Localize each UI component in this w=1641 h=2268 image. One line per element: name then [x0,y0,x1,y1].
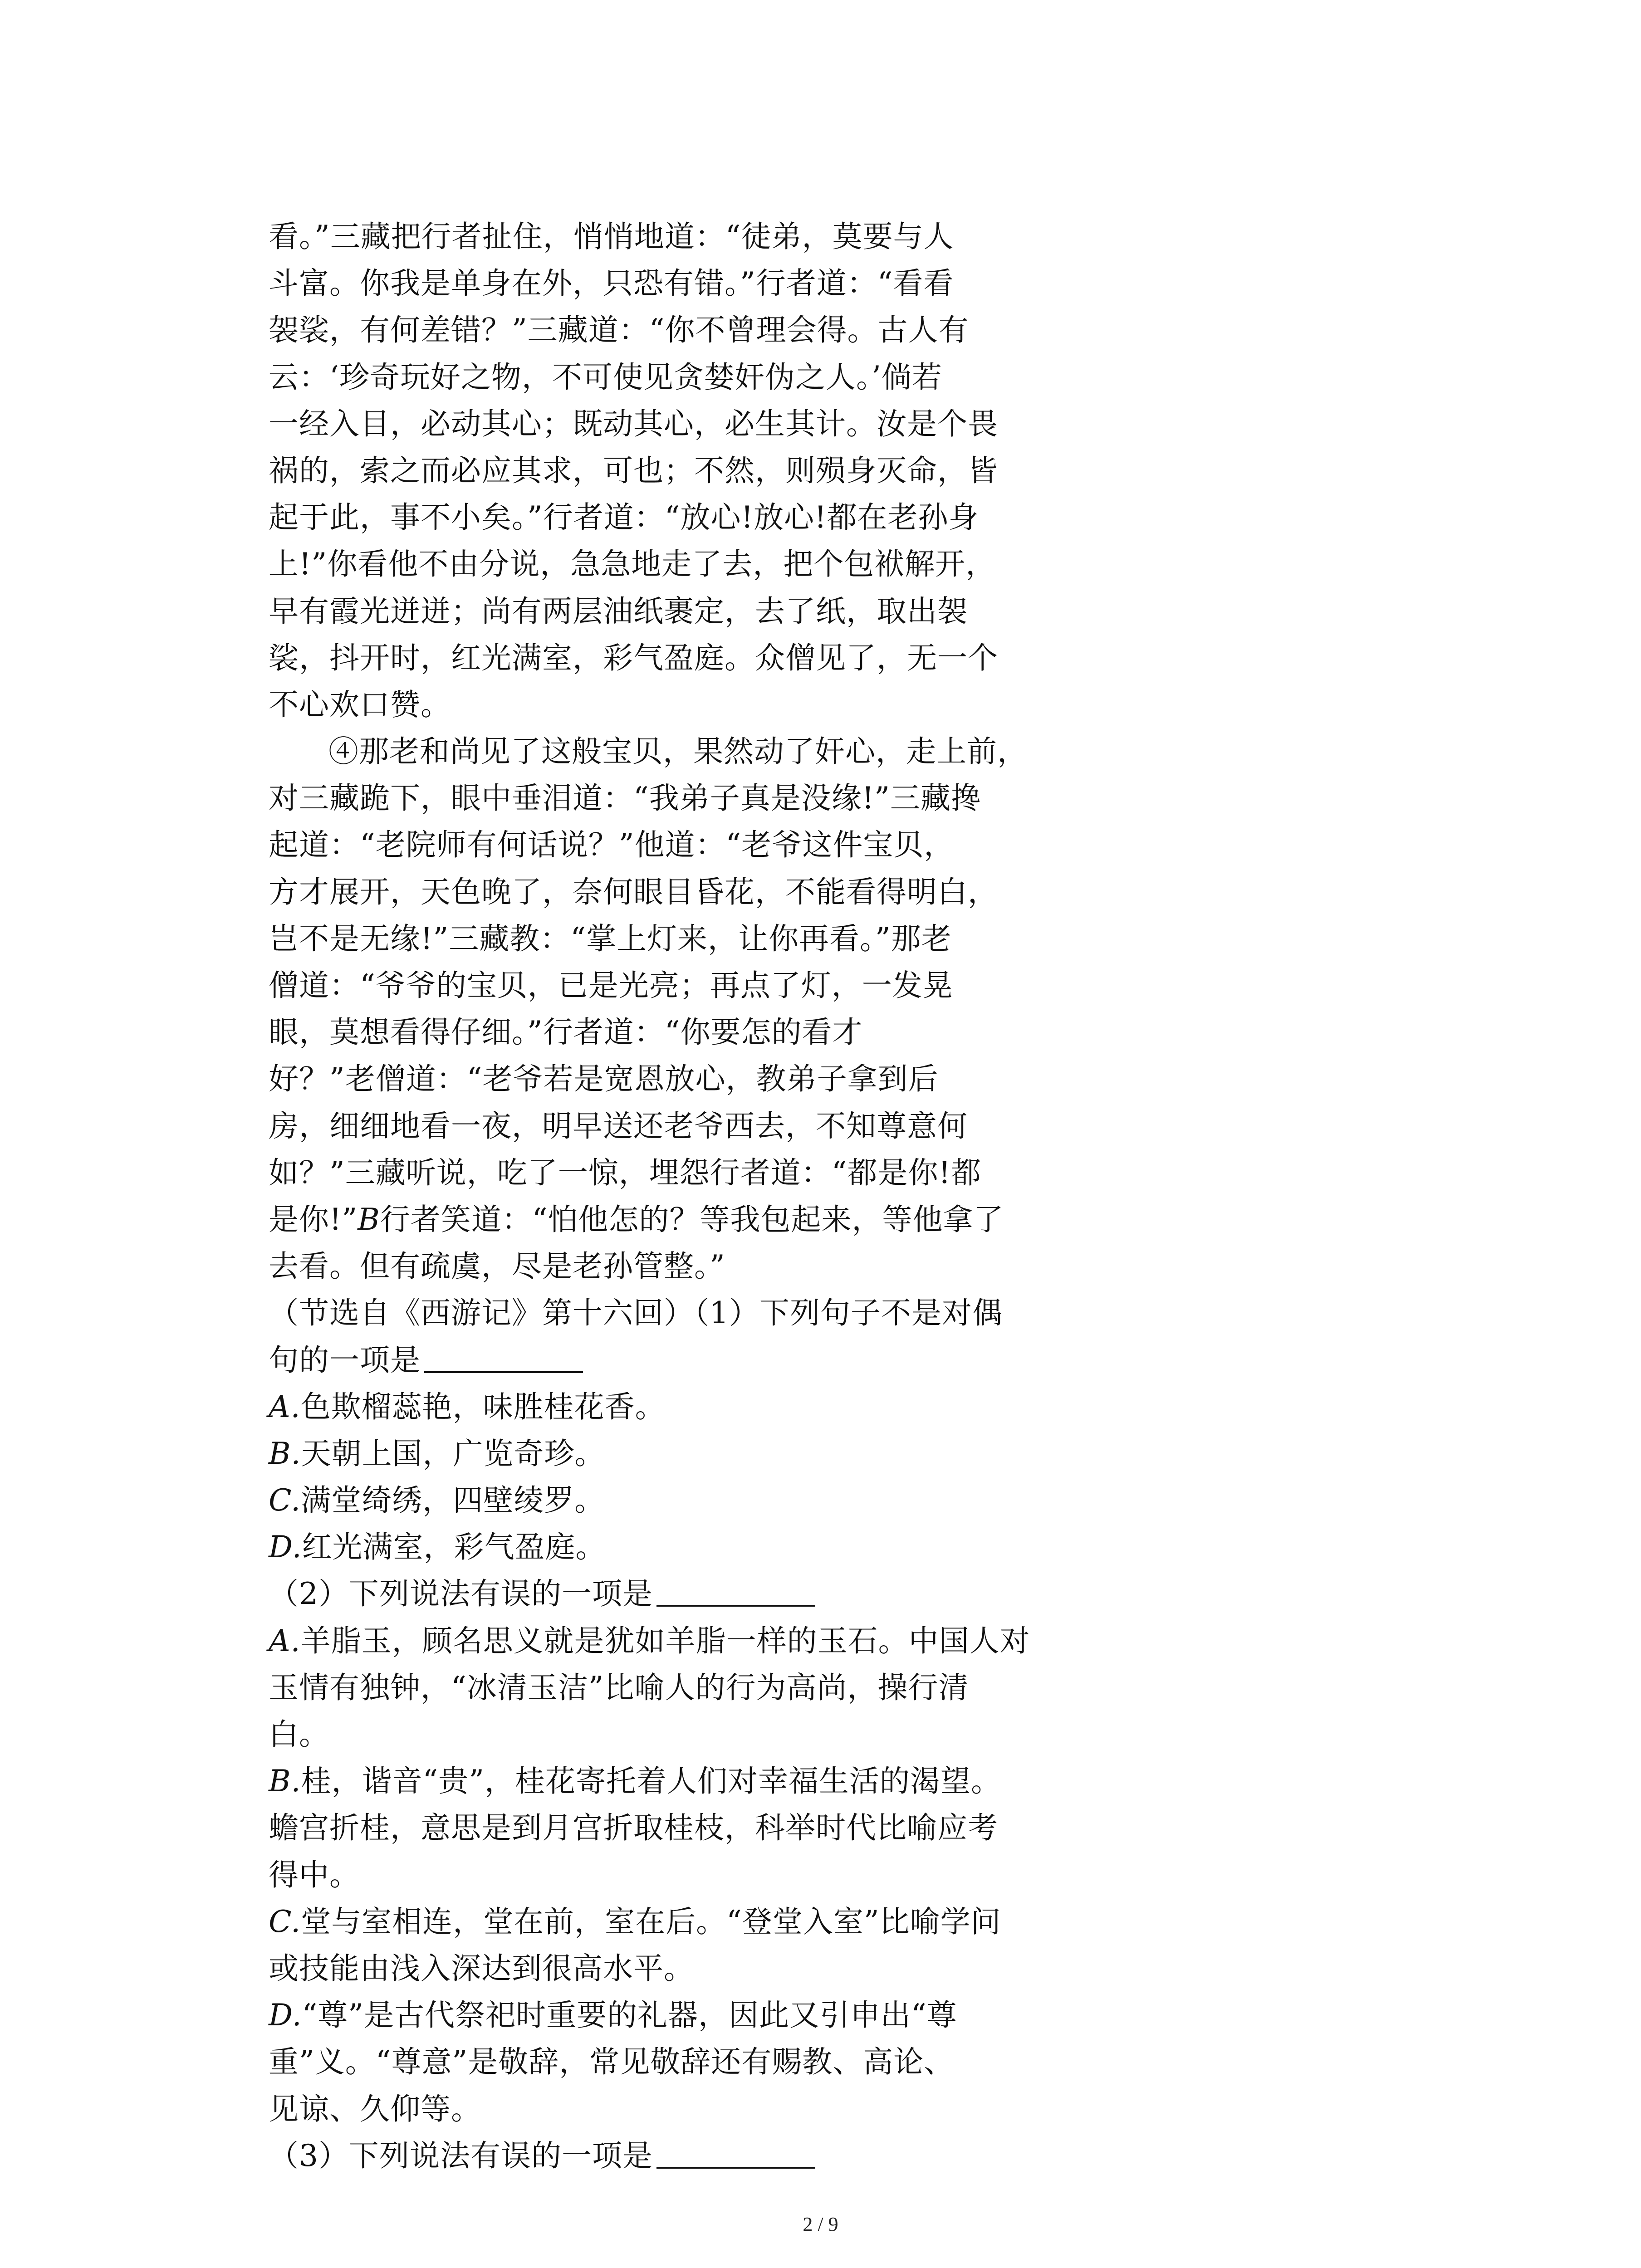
question-2-stem [269,1570,1040,1617]
option-letter: B. [269,1436,301,1471]
option-line: 重”义。“尊意”是敬辞，常见敬辞还有赐教、高论、 [269,2044,955,2080]
option-letter: B. [269,1764,301,1799]
text-line: 看。”三藏把行者扯住，悄悄地道：“徒弟，莫要与人 [269,219,954,254]
text-line: 岂不是无缘!”三藏教：“掌上灯来，让你再看。”那老 [269,921,952,956]
option-line: 见谅、久仰等。 [269,2091,481,2126]
option-c[interactable] [269,1898,1040,1992]
option-line: 蟾宫折桂，意思是到月宫折取桂枝，科举时代比喻应考 [269,1810,998,1846]
option-line: 得中。 [269,1857,360,1892]
source-citation: （节选自《西游记》第十六回）（1）下列句子不是对偶 [269,1295,1003,1331]
paragraph-3 [269,213,1040,728]
option-text: 堂与室相连，堂在前，室在后。“登堂入室”比喻学问 [301,1904,1001,1939]
text-line: 云：‘珍奇玩好之物，不可使见贪婪奸伪之人。’倘若 [269,359,942,395]
text-fragment: 行者笑道：“怕他怎的？等我包起来，等他拿了 [380,1202,1004,1237]
text-line [269,1196,1040,1243]
option-letter: C. [269,1483,301,1518]
answer-blank[interactable] [656,1578,815,1607]
option-a[interactable] [269,1383,1040,1430]
text-line: 僧道：“爷爷的宝贝，已是光亮；再点了灯，一发晃 [269,968,953,1003]
option-text: 天朝上国，广览奇珍。 [301,1436,605,1471]
option-line: 或技能由浅入深达到很高水平。 [269,1950,694,1986]
text-line: 房，细细地看一夜，明早送还老爷西去，不知尊意何 [269,1108,968,1144]
question-3-stem [269,2132,1040,2179]
text-fragment: 是你!” [269,1202,358,1237]
option-line [269,1618,1040,1664]
text-line: 斗富。你我是单身在外，只恐有错。”行者道：“看看 [269,266,954,301]
question-text: 句的一项是 [269,1342,421,1378]
option-b[interactable] [269,1758,1040,1898]
option-a[interactable] [269,1618,1040,1758]
text-line: 方才展开，天色晚了，奈何眼目昏花，不能看得明白， [269,874,998,909]
page-content [269,213,1040,2179]
option-line: 玉情有独钟，“冰清玉洁”比喻人的行为高尚，操行清 [269,1670,969,1705]
text-line: 裟，抖开时，红光满室，彩气盈庭。众僧见了，无一个 [269,640,998,675]
option-c[interactable] [269,1477,1040,1524]
text-line: 早有霞光迸迸；尚有两层油纸裹定，去了纸，取出袈 [269,593,968,629]
option-letter: C. [269,1904,301,1939]
question-1-options [269,1383,1040,1571]
text-line: 袈裟，有何差错？”三藏道：“你不曾理会得。古人有 [269,313,969,348]
option-text: 红光满室，彩气盈庭。 [302,1530,606,1565]
text-line: 上!”你看他不由分说，急急地走了去，把个包袱解开， [269,547,996,582]
option-b[interactable] [269,1430,1040,1477]
question-text: （2）下列说法有误的一项是 [269,1576,653,1612]
text-line: ④那老和尚见了这般宝贝，果然动了奸心，走上前， [328,734,1028,769]
option-letter: A. [269,1389,301,1424]
page-number: 2 / 9 [803,2213,838,2235]
option-line [269,1758,1040,1804]
option-line: 白。 [269,1717,329,1752]
text-line: 如？”三藏听说，吃了一惊，埋怨行者道：“都是你!都 [269,1155,982,1190]
text-line: 对三藏跪下，眼中垂泪道：“我弟子真是没缘!”三藏搀 [269,781,982,816]
answer-blank[interactable] [424,1344,583,1373]
question-2-options [269,1618,1040,2132]
text-line: 祸的，索之而必应其求，可也；不然，则殒身灭命，皆 [269,453,998,488]
text-line: 起道：“老院师有何话说？”他道：“老爷这件宝贝， [269,827,955,863]
text-line: 一经入目，必动其心；既动其心，必生其计。汝是个畏 [269,406,998,441]
option-d[interactable] [269,1524,1040,1570]
text-line: 不心欢口赞。 [269,687,451,722]
question-1-stem [269,1337,1040,1383]
marker-letter: B [358,1202,380,1237]
text-line: 起于此，事不小矣。”行者道：“放心!放心!都在老孙身 [269,500,979,535]
option-text: 羊脂玉，顾名思义就是犹如羊脂一样的玉石。中国人对 [300,1623,1030,1658]
option-text: 满堂绮绣，四壁绫罗。 [301,1483,605,1518]
question-text: （3）下列说法有误的一项是 [269,2138,653,2173]
option-line [269,1992,1040,2038]
option-text: “尊”是古代祭祀时重要的礼器，因此又引申出“尊 [302,1998,957,2033]
text-line: 眼，莫想看得仔细。”行者道：“你要怎的看才 [269,1015,863,1050]
answer-blank[interactable] [656,2140,815,2169]
paragraph-4 [269,728,1040,1290]
option-text: 桂，谐音“贵”，桂花寄托着人们对幸福生活的渴望。 [301,1764,1001,1799]
option-letter: D. [269,1530,302,1565]
option-letter: D. [269,1998,302,2033]
option-letter: A. [269,1623,301,1658]
option-d[interactable] [269,1992,1040,2132]
option-text: 色欺榴蕊艳，味胜桂花香。 [300,1389,666,1424]
text-line: 好？”老僧道：“老爷若是宽恩放心，教弟子拿到后 [269,1061,939,1097]
option-line [269,1898,1040,1945]
text-line: 去看。但有疏虞，尽是老孙管整。” [269,1249,725,1284]
